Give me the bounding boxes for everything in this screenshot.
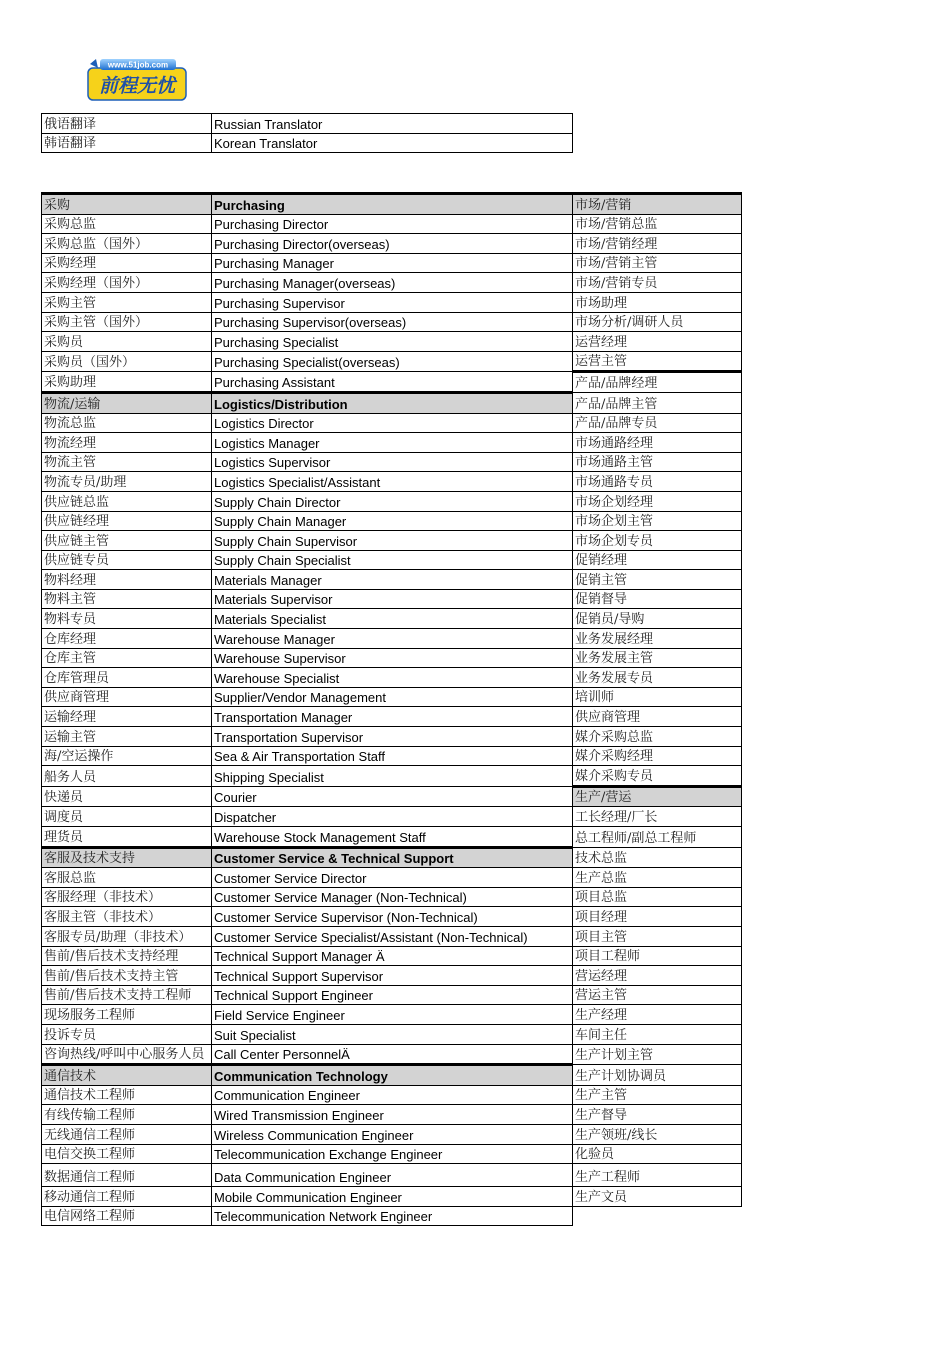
table-row <box>42 273 742 293</box>
chinese-title-cell: 售前/售后技术支持主管 <box>42 966 212 986</box>
chinese-title-cell: 物料专员 <box>42 609 212 629</box>
english-title-cell: Technical Support Supervisor <box>212 966 573 986</box>
english-title-cell: Purchasing Supervisor <box>212 292 573 312</box>
chinese-title-cell: 采购主管（国外） <box>42 312 212 332</box>
chinese-title-cell: 采购助理 <box>42 372 212 393</box>
table-row <box>42 234 742 254</box>
chinese-title-cell: 供应链总监 <box>42 491 212 511</box>
table-row <box>42 1187 742 1207</box>
chinese-title-cell: 采购 <box>42 194 212 215</box>
english-title-cell: Purchasing <box>212 194 573 215</box>
english-title-cell: Warehouse Stock Management Staff <box>212 827 573 848</box>
chinese-title-cell: 仓库经理 <box>42 629 212 649</box>
chinese-title-cell: 电信交换工程师 <box>42 1144 212 1164</box>
chinese-title-cell: 俄语翻译 <box>42 114 212 134</box>
right-column-cell: 生产经理 <box>573 1005 742 1025</box>
right-column-cell: 媒介采购专员 <box>573 766 742 787</box>
english-title-cell: Transportation Manager <box>212 707 573 727</box>
right-column-cell: 市场企划经理 <box>573 491 742 511</box>
chinese-title-cell: 投诉专员 <box>42 1024 212 1044</box>
table-row <box>42 1044 742 1065</box>
chinese-title-cell: 海/空运操作 <box>42 746 212 766</box>
right-column-cell: 产品/品牌专员 <box>573 413 742 433</box>
english-title-cell: Warehouse Specialist <box>212 668 573 688</box>
table-row <box>42 114 573 134</box>
english-title-cell: Wireless Communication Engineer <box>212 1124 573 1144</box>
right-column-cell: 生产计划主管 <box>573 1044 742 1065</box>
right-column-cell: 市场通路经理 <box>573 433 742 453</box>
chinese-title-cell: 供应链主管 <box>42 531 212 551</box>
table-row <box>42 1164 742 1187</box>
chinese-title-cell: 客服专员/助理（非技术） <box>42 926 212 946</box>
table-row <box>42 946 742 966</box>
right-column-cell: 促销督导 <box>573 589 742 609</box>
right-column-cell: 产品/品牌经理 <box>573 372 742 393</box>
right-column-cell: 市场/营销专员 <box>573 273 742 293</box>
english-title-cell: Warehouse Manager <box>212 629 573 649</box>
chinese-title-cell: 客服及技术支持 <box>42 847 212 868</box>
table-row <box>42 531 742 551</box>
chinese-title-cell: 客服总监 <box>42 868 212 888</box>
chinese-title-cell: 采购经理 <box>42 253 212 273</box>
table-row <box>42 472 742 492</box>
right-column-cell: 市场/营销经理 <box>573 234 742 254</box>
chinese-title-cell: 数据通信工程师 <box>42 1164 212 1187</box>
right-column-cell: 生产领班/线长 <box>573 1124 742 1144</box>
english-title-cell: Logistics Director <box>212 413 573 433</box>
english-title-cell: Purchasing Specialist(overseas) <box>212 351 573 372</box>
table-row <box>42 609 742 629</box>
right-column-cell: 生产/营运 <box>573 786 742 807</box>
right-column-cell: 市场/营销总监 <box>573 214 742 234</box>
english-title-cell: Logistics Supervisor <box>212 452 573 472</box>
chinese-title-cell: 通信技术工程师 <box>42 1085 212 1105</box>
english-title-cell: Telecommunication Exchange Engineer <box>212 1144 573 1164</box>
right-column-cell: 技术总监 <box>573 847 742 868</box>
table-row <box>42 766 742 787</box>
right-column-cell: 培训师 <box>573 687 742 707</box>
category-header-row <box>42 392 742 413</box>
english-title-cell: Logistics/Distribution <box>212 392 573 413</box>
english-title-cell: Warehouse Supervisor <box>212 648 573 668</box>
english-title-cell: Purchasing Director(overseas) <box>212 234 573 254</box>
right-column-cell: 总工程师/副总工程师 <box>573 827 742 848</box>
chinese-title-cell: 采购总监 <box>42 214 212 234</box>
table-row <box>42 1005 742 1025</box>
chinese-title-cell: 供应商管理 <box>42 687 212 707</box>
right-column-cell: 营运主管 <box>573 985 742 1005</box>
chinese-title-cell: 无线通信工程师 <box>42 1124 212 1144</box>
right-column-cell: 促销员/导购 <box>573 609 742 629</box>
right-column-cell: 市场/营销主管 <box>573 253 742 273</box>
right-column-cell: 促销主管 <box>573 570 742 590</box>
english-title-cell: Customer Service Manager (Non-Technical) <box>212 887 573 907</box>
table-row <box>42 1206 742 1226</box>
category-header-row <box>42 847 742 868</box>
table-row <box>42 746 742 766</box>
english-title-cell: Materials Supervisor <box>212 589 573 609</box>
right-column-cell: 市场通路主管 <box>573 452 742 472</box>
right-column-cell: 项目主管 <box>573 926 742 946</box>
right-column-cell: 生产主管 <box>573 1085 742 1105</box>
chinese-title-cell: 物流经理 <box>42 433 212 453</box>
english-title-cell: Wired Transmission Engineer <box>212 1105 573 1125</box>
english-title-cell: Customer Service Supervisor (Non-Technical) <box>212 907 573 927</box>
right-column-cell: 营运经理 <box>573 966 742 986</box>
english-title-cell: Materials Manager <box>212 570 573 590</box>
chinese-title-cell: 物料经理 <box>42 570 212 590</box>
right-column-cell: 生产督导 <box>573 1105 742 1125</box>
table-row <box>42 452 742 472</box>
chinese-title-cell: 物料主管 <box>42 589 212 609</box>
table-row <box>42 727 742 747</box>
english-title-cell: Communication Technology <box>212 1065 573 1086</box>
english-title-cell: Purchasing Manager <box>212 253 573 273</box>
table-row <box>42 372 742 393</box>
english-title-cell: Communication Engineer <box>212 1085 573 1105</box>
table-row <box>42 491 742 511</box>
table-row <box>42 707 742 727</box>
table-row <box>42 1085 742 1105</box>
right-column-cell: 促销经理 <box>573 550 742 570</box>
english-title-cell: Courier <box>212 786 573 807</box>
table-row <box>42 312 742 332</box>
chinese-title-cell: 快递员 <box>42 786 212 807</box>
right-column-cell: 生产文员 <box>573 1187 742 1207</box>
table-row <box>42 907 742 927</box>
right-column-cell: 市场企划专员 <box>573 531 742 551</box>
right-column-cell: 车间主任 <box>573 1024 742 1044</box>
chinese-title-cell: 物流主管 <box>42 452 212 472</box>
right-column-cell: 工长经理/厂长 <box>573 807 742 827</box>
table-row <box>42 511 742 531</box>
chinese-title-cell: 物流总监 <box>42 413 212 433</box>
chinese-title-cell: 客服经理（非技术） <box>42 887 212 907</box>
table-row <box>42 629 742 649</box>
english-title-cell: Technical Support Manager Ä <box>212 946 573 966</box>
top-translator-table <box>41 113 573 153</box>
table-row <box>42 589 742 609</box>
table-row <box>42 807 742 827</box>
english-title-cell: Dispatcher <box>212 807 573 827</box>
right-column-cell: 媒介采购经理 <box>573 746 742 766</box>
chinese-title-cell: 调度员 <box>42 807 212 827</box>
chinese-title-cell: 供应链经理 <box>42 511 212 531</box>
chinese-title-cell: 移动通信工程师 <box>42 1187 212 1207</box>
english-title-cell: Sea & Air Transportation Staff <box>212 746 573 766</box>
right-column-cell: 项目总监 <box>573 887 742 907</box>
right-column-cell: 供应商管理 <box>573 707 742 727</box>
right-column-cell: 生产总监 <box>573 868 742 888</box>
right-column-cell <box>573 1206 742 1226</box>
svg-text:www.51job.com: www.51job.com <box>107 60 169 70</box>
51job-logo <box>86 58 188 102</box>
right-column-cell: 项目经理 <box>573 907 742 927</box>
right-column-cell: 市场/营销 <box>573 194 742 215</box>
table-row <box>42 887 742 907</box>
svg-text:前程无忧: 前程无忧 <box>98 75 176 97</box>
right-column-cell: 项目工程师 <box>573 946 742 966</box>
chinese-title-cell: 运输主管 <box>42 727 212 747</box>
english-title-cell: Supply Chain Supervisor <box>212 531 573 551</box>
chinese-title-cell: 电信网络工程师 <box>42 1206 212 1226</box>
right-column-cell: 业务发展专员 <box>573 668 742 688</box>
english-title-cell: Purchasing Assistant <box>212 372 573 393</box>
english-title-cell: Logistics Specialist/Assistant <box>212 472 573 492</box>
table-row <box>42 433 742 453</box>
table-row <box>42 668 742 688</box>
chinese-title-cell: 运输经理 <box>42 707 212 727</box>
english-title-cell: Call Center PersonnelÄ <box>212 1044 573 1065</box>
table-row <box>42 1124 742 1144</box>
table-row <box>42 926 742 946</box>
table-row <box>42 868 742 888</box>
right-column-cell: 业务发展主管 <box>573 648 742 668</box>
english-title-cell: Korean Translator <box>212 133 573 153</box>
right-column-cell: 生产工程师 <box>573 1164 742 1187</box>
chinese-title-cell: 咨询热线/呼叫中心服务人员 <box>42 1044 212 1065</box>
english-title-cell: Purchasing Supervisor(overseas) <box>212 312 573 332</box>
right-column-cell: 运营主管 <box>573 351 742 372</box>
chinese-title-cell: 仓库主管 <box>42 648 212 668</box>
english-title-cell: Technical Support Engineer <box>212 985 573 1005</box>
english-title-cell: Suit Specialist <box>212 1024 573 1044</box>
chinese-title-cell: 有线传输工程师 <box>42 1105 212 1125</box>
chinese-title-cell: 采购总监（国外） <box>42 234 212 254</box>
chinese-title-cell: 理货员 <box>42 827 212 848</box>
table-row <box>42 1105 742 1125</box>
english-title-cell: Telecommunication Network Engineer <box>212 1206 573 1226</box>
right-column-cell: 运营经理 <box>573 332 742 352</box>
table-row <box>42 985 742 1005</box>
english-title-cell: Supply Chain Director <box>212 491 573 511</box>
chinese-title-cell: 采购员 <box>42 332 212 352</box>
table-row <box>42 966 742 986</box>
table-row <box>42 550 742 570</box>
english-title-cell: Purchasing Manager(overseas) <box>212 273 573 293</box>
chinese-title-cell: 现场服务工程师 <box>42 1005 212 1025</box>
right-column-cell: 市场助理 <box>573 292 742 312</box>
chinese-title-cell: 通信技术 <box>42 1065 212 1086</box>
right-column-cell: 市场企划主管 <box>573 511 742 531</box>
chinese-title-cell: 物流专员/助理 <box>42 472 212 492</box>
table-row <box>42 133 573 153</box>
table-row <box>42 687 742 707</box>
right-column-cell: 媒介采购总监 <box>573 727 742 747</box>
chinese-title-cell: 售前/售后技术支持经理 <box>42 946 212 966</box>
table-row <box>42 827 742 848</box>
chinese-title-cell: 采购员（国外） <box>42 351 212 372</box>
english-title-cell: Purchasing Specialist <box>212 332 573 352</box>
chinese-title-cell: 韩语翻译 <box>42 133 212 153</box>
english-title-cell: Supply Chain Specialist <box>212 550 573 570</box>
table-row <box>42 332 742 352</box>
english-title-cell: Russian Translator <box>212 114 573 134</box>
english-title-cell: Logistics Manager <box>212 433 573 453</box>
english-title-cell: Materials Specialist <box>212 609 573 629</box>
right-column-cell: 市场通路专员 <box>573 472 742 492</box>
table-row <box>42 648 742 668</box>
table-row <box>42 253 742 273</box>
english-title-cell: Mobile Communication Engineer <box>212 1187 573 1207</box>
chinese-title-cell: 仓库管理员 <box>42 668 212 688</box>
english-title-cell: Data Communication Engineer <box>212 1164 573 1187</box>
english-title-cell: Shipping Specialist <box>212 766 573 787</box>
english-title-cell: Customer Service & Technical Support <box>212 847 573 868</box>
chinese-title-cell: 船务人员 <box>42 766 212 787</box>
right-column-cell: 化验员 <box>573 1144 742 1164</box>
english-title-cell: Customer Service Director <box>212 868 573 888</box>
table-row <box>42 786 742 807</box>
table-row <box>42 1144 742 1164</box>
right-column-cell: 生产计划协调员 <box>573 1065 742 1086</box>
english-title-cell: Supply Chain Manager <box>212 511 573 531</box>
table-row <box>42 351 742 372</box>
table-row <box>42 413 742 433</box>
english-title-cell: Supplier/Vendor Management <box>212 687 573 707</box>
right-column-cell: 产品/品牌主管 <box>573 392 742 413</box>
english-title-cell: Purchasing Director <box>212 214 573 234</box>
chinese-title-cell: 客服主管（非技术） <box>42 907 212 927</box>
right-column-cell: 市场分析/调研人员 <box>573 312 742 332</box>
table-row <box>42 570 742 590</box>
job-category-table <box>41 192 742 1226</box>
english-title-cell: Transportation Supervisor <box>212 727 573 747</box>
chinese-title-cell: 物流/运输 <box>42 392 212 413</box>
table-row <box>42 214 742 234</box>
english-title-cell: Field Service Engineer <box>212 1005 573 1025</box>
chinese-title-cell: 采购经理（国外） <box>42 273 212 293</box>
category-header-row <box>42 194 742 215</box>
table-row <box>42 1024 742 1044</box>
chinese-title-cell: 供应链专员 <box>42 550 212 570</box>
table-row <box>42 292 742 312</box>
chinese-title-cell: 售前/售后技术支持工程师 <box>42 985 212 1005</box>
category-header-row <box>42 1065 742 1086</box>
right-column-cell: 业务发展经理 <box>573 629 742 649</box>
english-title-cell: Customer Service Specialist/Assistant (Non-Technical) <box>212 926 573 946</box>
chinese-title-cell: 采购主管 <box>42 292 212 312</box>
